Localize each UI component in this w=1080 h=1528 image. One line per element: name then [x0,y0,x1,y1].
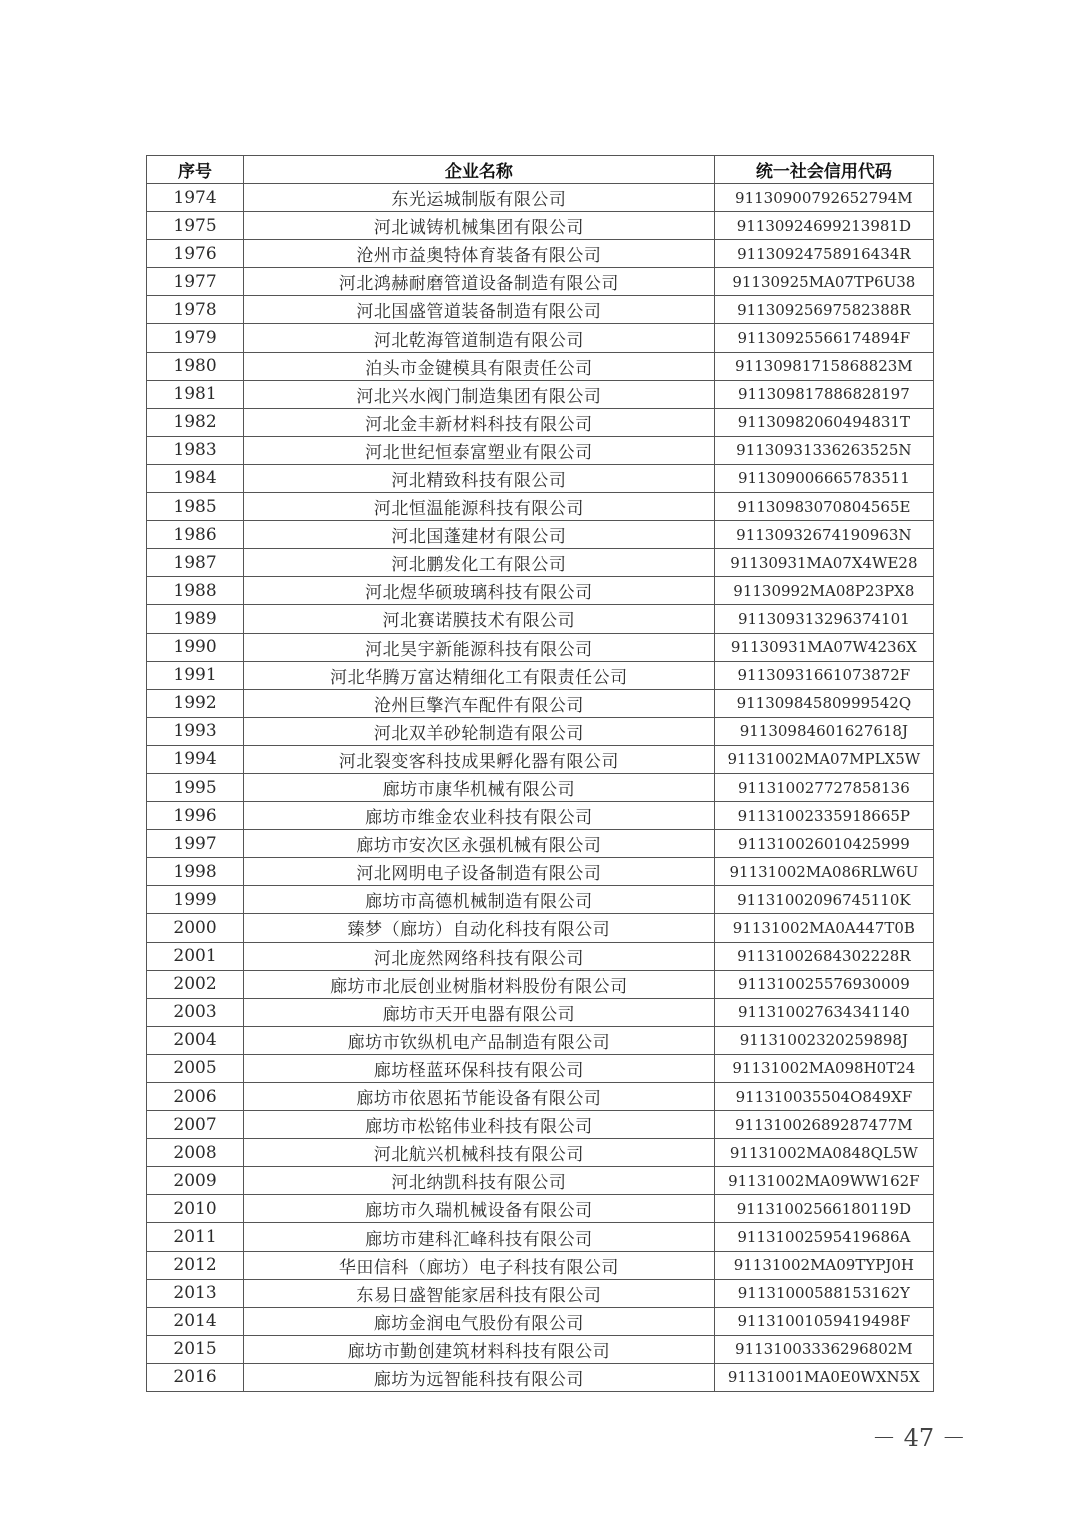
table-body [147,184,934,1392]
credit-code-cell: 91131002MA07MPLX5W [714,745,933,773]
seq-cell: 2014 [147,1307,244,1335]
company-name-cell: 河北鸿赫耐磨管道设备制造有限公司 [244,268,715,296]
table-row [147,1167,934,1195]
company-name-cell: 廊坊柽蓝环保科技有限公司 [244,1054,715,1082]
credit-code-cell: 91130900792652794M [714,184,933,212]
seq-cell: 2003 [147,998,244,1026]
company-name-cell: 泊头市金键模具有限责任公司 [244,352,715,380]
company-name-cell: 廊坊为远智能科技有限公司 [244,1363,715,1391]
company-name-cell: 河北网明电子设备制造有限公司 [244,858,715,886]
enterprise-table [146,155,934,1392]
credit-code-cell: 91131002320259898J [714,1026,933,1054]
table-row [147,745,934,773]
company-name-cell: 廊坊市维金农业科技有限公司 [244,802,715,830]
table-row [147,914,934,942]
seq-cell: 1982 [147,408,244,436]
table-row [147,549,934,577]
company-name-cell: 东光运城制版有限公司 [244,184,715,212]
credit-code-cell: 91130925697582388R [714,296,933,324]
credit-code-cell: 91130981715868823M [714,352,933,380]
seq-cell: 1975 [147,212,244,240]
credit-code-cell: 91130924699213981D [714,212,933,240]
seq-cell: 1992 [147,689,244,717]
seq-cell: 1991 [147,661,244,689]
table-row [147,184,934,212]
table-row [147,352,934,380]
seq-cell: 1984 [147,464,244,492]
credit-code-cell: 911309006665783511 [714,464,933,492]
credit-code-cell: 91131002689287477M [714,1111,933,1139]
credit-code-cell: 91130931336263525N [714,436,933,464]
table-row [147,633,934,661]
table-row [147,577,934,605]
table-row [147,661,934,689]
company-name-cell: 廊坊市北辰创业树脂材料股份有限公司 [244,970,715,998]
credit-code-cell: 91131002096745110K [714,886,933,914]
company-name-cell: 臻梦（廊坊）自动化科技有限公司 [244,914,715,942]
company-name-cell: 河北纳凯科技有限公司 [244,1167,715,1195]
seq-cell: 2010 [147,1195,244,1223]
table-row [147,773,934,801]
table-row [147,998,934,1026]
company-name-cell: 廊坊市康华机械有限公司 [244,773,715,801]
credit-code-cell: 91131002MA09WW162F [714,1167,933,1195]
table-row [147,1111,934,1139]
seq-cell: 2016 [147,1363,244,1391]
credit-code-cell: 91130992MA08P23PX8 [714,577,933,605]
header-seq: 序号 [147,156,244,184]
table-row [147,1363,934,1391]
table-row [147,942,934,970]
credit-code-cell: 91130931661073872F [714,661,933,689]
seq-cell: 2015 [147,1335,244,1363]
table-row [147,1139,934,1167]
table-row [147,324,934,352]
company-name-cell: 河北庞然网络科技有限公司 [244,942,715,970]
seq-cell: 2009 [147,1167,244,1195]
table-row [147,268,934,296]
company-name-cell: 河北航兴机械科技有限公司 [244,1139,715,1167]
page-number: － 47 － [872,1424,966,1452]
table-row [147,212,934,240]
table-row [147,605,934,633]
credit-code-cell: 911310027634341140 [714,998,933,1026]
seq-cell: 2012 [147,1251,244,1279]
company-name-cell: 河北昊宇新能源科技有限公司 [244,633,715,661]
credit-code-cell: 91131000588153162Y [714,1279,933,1307]
credit-code-cell: 911310025576930009 [714,970,933,998]
credit-code-cell: 91131002684302228R [714,942,933,970]
seq-cell: 2013 [147,1279,244,1307]
company-name-cell: 河北诚铸机械集团有限公司 [244,212,715,240]
company-name-cell: 河北恒温能源科技有限公司 [244,493,715,521]
table-row [147,1195,934,1223]
credit-code-cell: 91130925MA07TP6U38 [714,268,933,296]
seq-cell: 1977 [147,268,244,296]
credit-code-cell: 91130982060494831T [714,408,933,436]
company-name-cell: 河北赛诺膜技术有限公司 [244,605,715,633]
seq-cell: 2005 [147,1054,244,1082]
credit-code-cell: 911309817886828197 [714,380,933,408]
seq-cell: 1981 [147,380,244,408]
seq-cell: 1979 [147,324,244,352]
credit-code-cell: 91131002MA0A447T0B [714,914,933,942]
credit-code-cell: 91130924758916434R [714,240,933,268]
company-name-cell: 廊坊市依恩拓节能设备有限公司 [244,1083,715,1111]
credit-code-cell: 91130931MA07X4WE28 [714,549,933,577]
seq-cell: 1998 [147,858,244,886]
credit-code-cell: 91130984580999542Q [714,689,933,717]
credit-code-cell: 91130925566174894F [714,324,933,352]
seq-cell: 2001 [147,942,244,970]
credit-code-cell: 91131002MA086RLW6U [714,858,933,886]
table-row [147,1054,934,1082]
company-name-cell: 河北煜华硕玻璃科技有限公司 [244,577,715,605]
table-row [147,493,934,521]
credit-code-cell: 91131003336296802M [714,1335,933,1363]
credit-code-cell: 91131002MA09TYPJ0H [714,1251,933,1279]
company-name-cell: 华田信科（廊坊）电子科技有限公司 [244,1251,715,1279]
company-name-cell: 廊坊市松铭伟业科技有限公司 [244,1111,715,1139]
credit-code-cell: 91130983070804565E [714,493,933,521]
table-row [147,1279,934,1307]
table-row [147,1083,934,1111]
seq-cell: 1989 [147,605,244,633]
company-name-cell: 廊坊市勤创建筑材料科技有限公司 [244,1335,715,1363]
company-name-cell: 河北世纪恒泰富塑业有限公司 [244,436,715,464]
table-row [147,240,934,268]
credit-code-cell: 91130931MA07W4236X [714,633,933,661]
table-row [147,296,934,324]
company-name-cell: 河北精致科技有限公司 [244,464,715,492]
credit-code-cell: 911309313296374101 [714,605,933,633]
company-name-cell: 河北华腾万富达精细化工有限责任公司 [244,661,715,689]
table-row [147,970,934,998]
table-row [147,1335,934,1363]
header-name: 企业名称 [244,156,715,184]
credit-code-cell: 911310026010425999 [714,830,933,858]
credit-code-cell: 91131001MA0E0WXN5X [714,1363,933,1391]
company-name-cell: 沧州市益奥特体育装备有限公司 [244,240,715,268]
credit-code-cell: 91131002MA098H0T24 [714,1054,933,1082]
company-name-cell: 廊坊市天开电器有限公司 [244,998,715,1026]
seq-cell: 1999 [147,886,244,914]
table-row [147,380,934,408]
seq-cell: 1976 [147,240,244,268]
table-row [147,886,934,914]
credit-code-cell: 91130932674190963N [714,521,933,549]
company-name-cell: 廊坊金润电气股份有限公司 [244,1307,715,1335]
seq-cell: 1988 [147,577,244,605]
company-name-cell: 廊坊市高德机械制造有限公司 [244,886,715,914]
credit-code-cell: 91131002595419686A [714,1223,933,1251]
seq-cell: 1994 [147,745,244,773]
table-row [147,830,934,858]
table-row [147,436,934,464]
company-name-cell: 河北鹏发化工有限公司 [244,549,715,577]
seq-cell: 2011 [147,1223,244,1251]
seq-cell: 1996 [147,802,244,830]
credit-code-cell: 91130984601627618J [714,717,933,745]
company-name-cell: 廊坊市久瑞机械设备有限公司 [244,1195,715,1223]
seq-cell: 1997 [147,830,244,858]
table-row [147,1251,934,1279]
credit-code-cell: 91131002MA0848QL5W [714,1139,933,1167]
credit-code-cell: 911310035504O849XF [714,1083,933,1111]
credit-code-cell: 91131002566180119D [714,1195,933,1223]
company-name-cell: 河北乾海管道制造有限公司 [244,324,715,352]
seq-cell: 1978 [147,296,244,324]
company-name-cell: 河北国盛管道装备制造有限公司 [244,296,715,324]
seq-cell: 2007 [147,1111,244,1139]
seq-cell: 2006 [147,1083,244,1111]
company-name-cell: 廊坊市钦纵机电产品制造有限公司 [244,1026,715,1054]
company-name-cell: 廊坊市建科汇峰科技有限公司 [244,1223,715,1251]
table-row [147,1026,934,1054]
seq-cell: 1990 [147,633,244,661]
credit-code-cell: 91131001059419498F [714,1307,933,1335]
table-row [147,1223,934,1251]
table-row [147,1307,934,1335]
header-code: 统一社会信用代码 [714,156,933,184]
table-row [147,802,934,830]
seq-cell: 2000 [147,914,244,942]
table-row [147,858,934,886]
company-name-cell: 河北金丰新材料科技有限公司 [244,408,715,436]
table-row [147,521,934,549]
table-row [147,464,934,492]
company-name-cell: 河北双羊砂轮制造有限公司 [244,717,715,745]
seq-cell: 1985 [147,493,244,521]
credit-code-cell: 911310027727858136 [714,773,933,801]
seq-cell: 1986 [147,521,244,549]
seq-cell: 1993 [147,717,244,745]
table-row [147,408,934,436]
table-row [147,689,934,717]
company-name-cell: 沧州巨擎汽车配件有限公司 [244,689,715,717]
company-name-cell: 廊坊市安次区永强机械有限公司 [244,830,715,858]
company-name-cell: 河北兴水阀门制造集团有限公司 [244,380,715,408]
company-name-cell: 河北国蓬建材有限公司 [244,521,715,549]
company-name-cell: 河北裂变客科技成果孵化器有限公司 [244,745,715,773]
table-header-row [147,156,934,184]
credit-code-cell: 91131002335918665P [714,802,933,830]
seq-cell: 1974 [147,184,244,212]
seq-cell: 2002 [147,970,244,998]
seq-cell: 2008 [147,1139,244,1167]
seq-cell: 2004 [147,1026,244,1054]
company-name-cell: 东易日盛智能家居科技有限公司 [244,1279,715,1307]
seq-cell: 1995 [147,773,244,801]
seq-cell: 1980 [147,352,244,380]
seq-cell: 1983 [147,436,244,464]
table-row [147,717,934,745]
seq-cell: 1987 [147,549,244,577]
